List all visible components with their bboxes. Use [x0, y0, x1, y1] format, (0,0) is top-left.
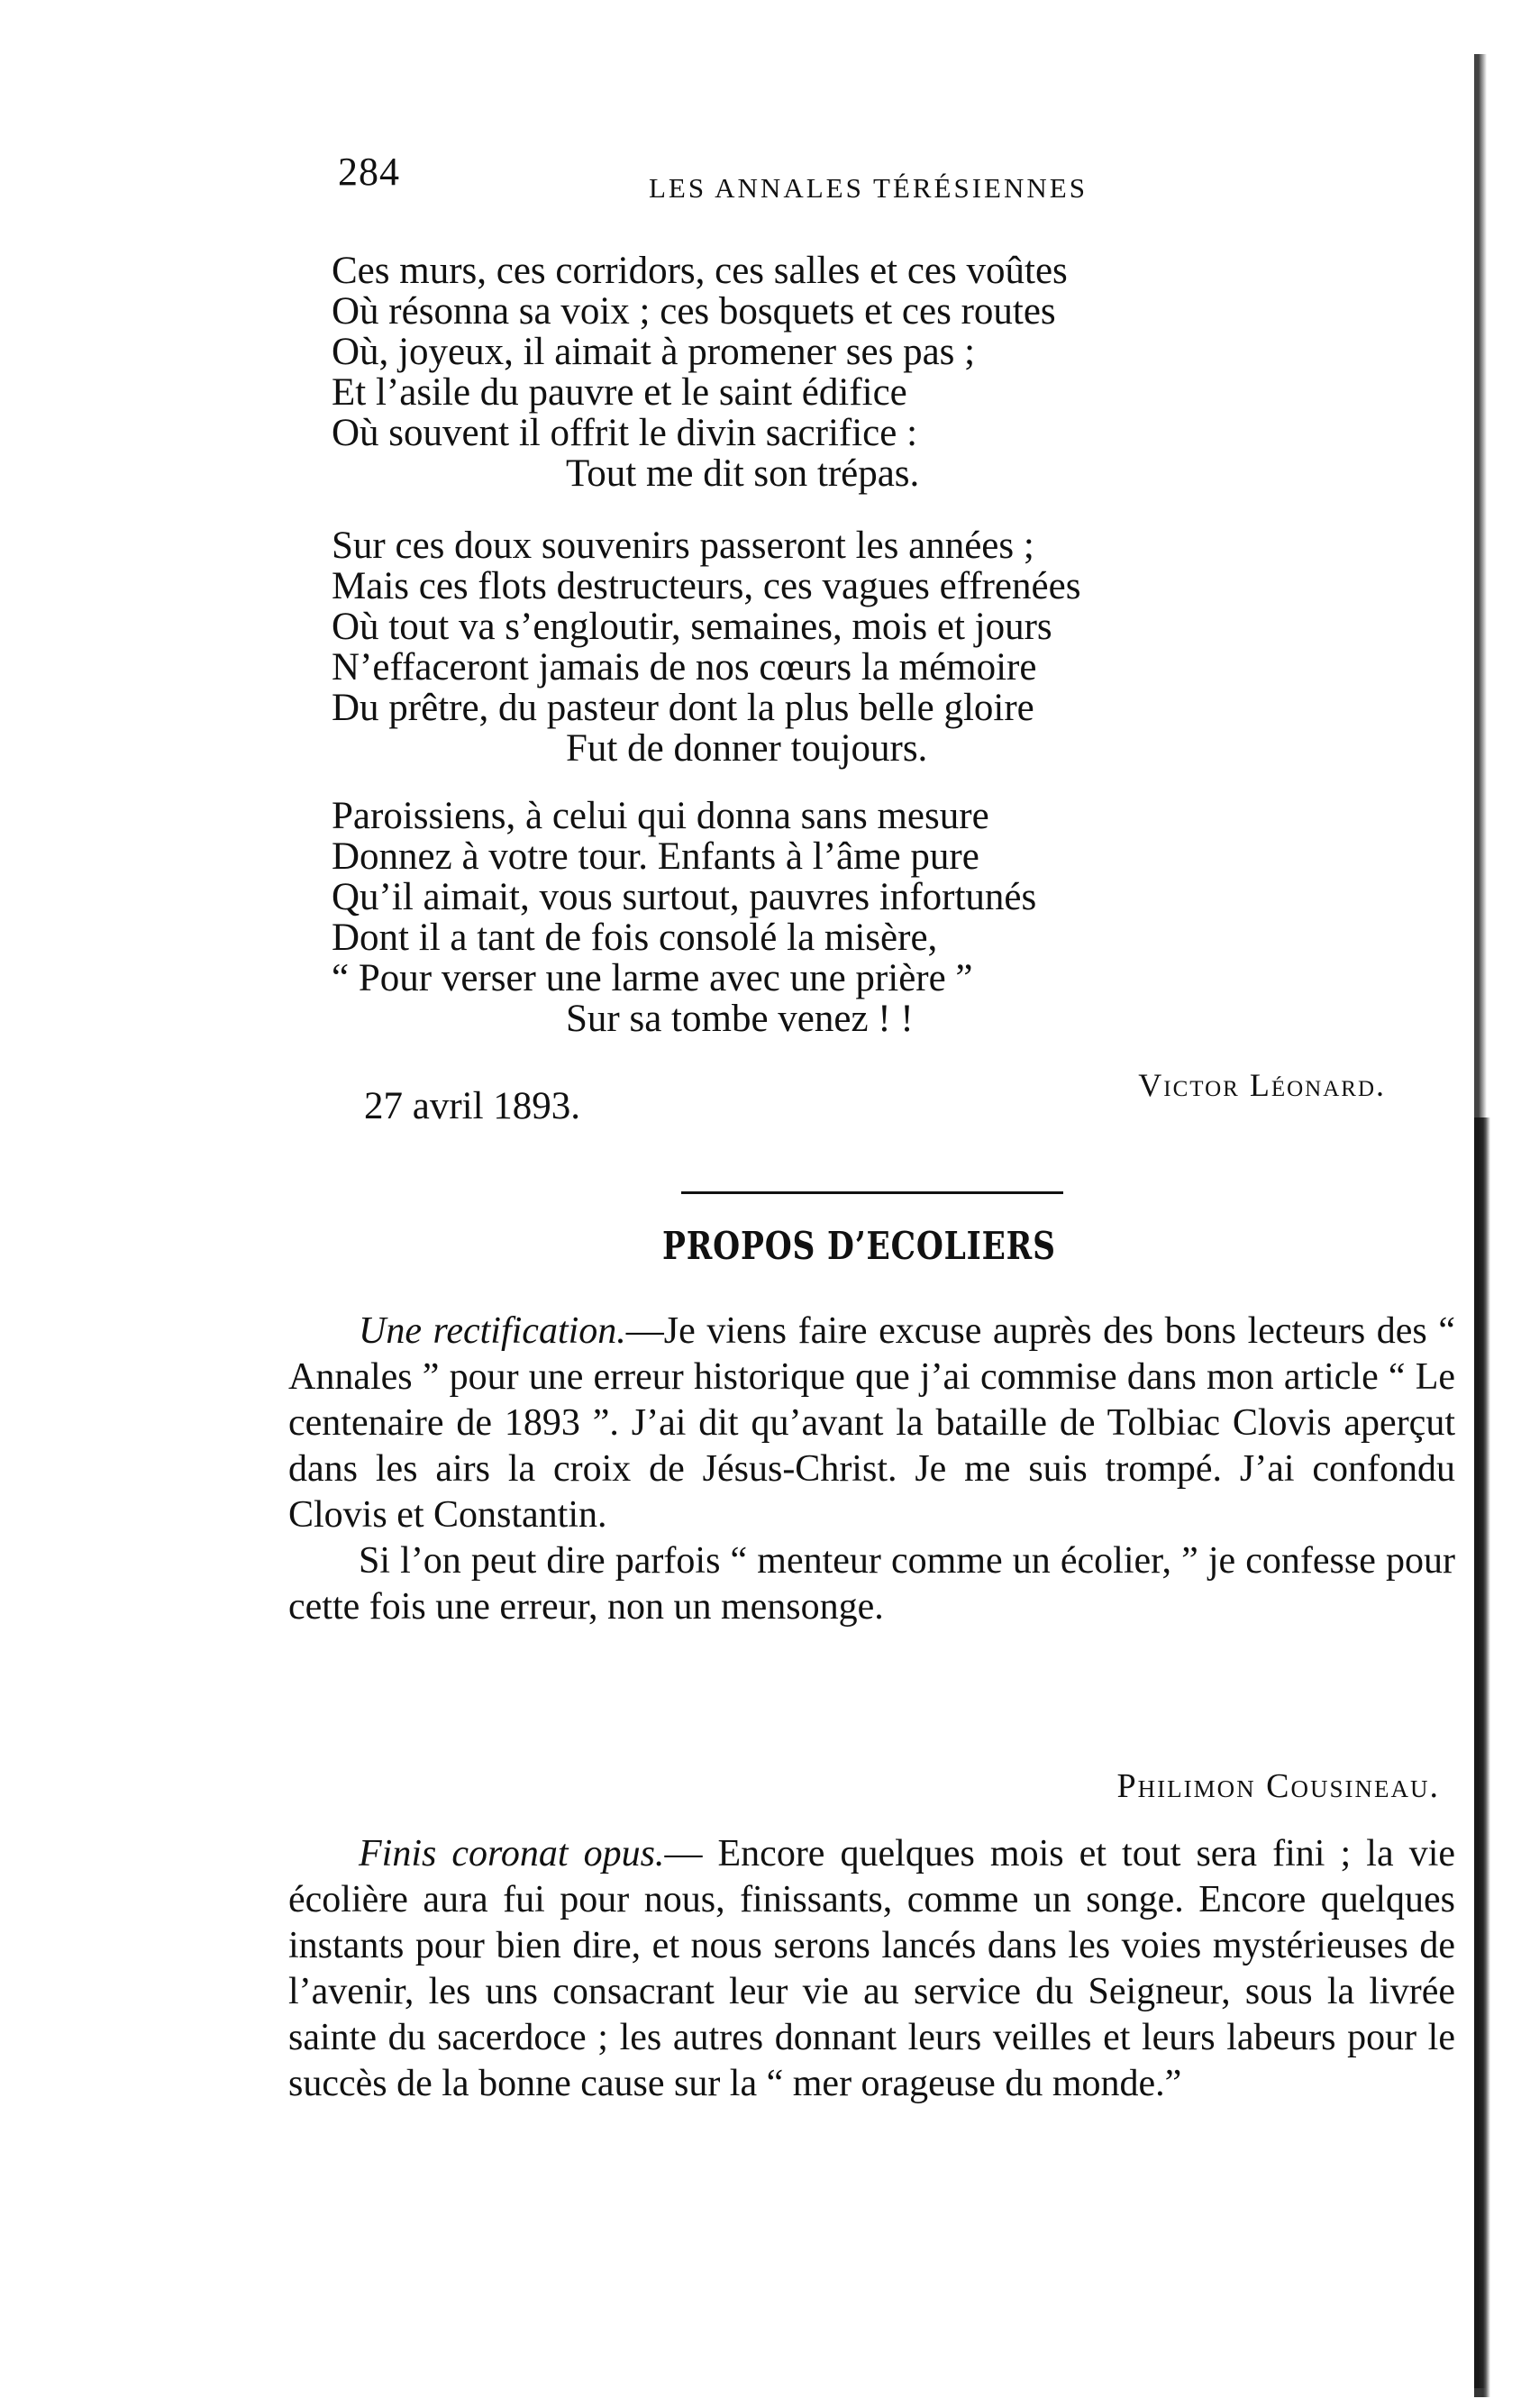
article-paragraph: Si l’on peut dire parfois “ menteur comme un écolier, ” je confesse pour cette fois une erreur, non un mensonge.	[288, 1540, 1455, 1628]
poem-line: N’effaceront jamais de nos cœurs la mémoire	[332, 646, 1037, 689]
poem-line: Où tout va s’engloutir, semaines, mois et jours	[332, 606, 1052, 648]
article-body: —Je viens faire excuse auprès des bons lecteurs des “ Annales ” pour une erreur historique que j’ai commise dans mon article “ Le centenaire de 1893 ”. J’ai dit qu’avant la bataille de Tolbiac Clovis aperçut dans les airs la croix de Jésus-Christ. Je me suis trompé. J’ai confondu Clovis et Constantin.	[288, 1310, 1455, 1536]
section-divider	[681, 1191, 1063, 1194]
page-header	[338, 149, 1239, 212]
stanza-1	[332, 251, 1305, 494]
running-head: LES ANNALES TÉRÉSIENNES	[649, 172, 1088, 204]
poem-line: Où, joyeux, il aimait à promener ses pas ;	[332, 331, 976, 373]
page-number: 284	[338, 150, 400, 194]
article-rectification	[288, 1309, 1455, 1630]
article-finis	[288, 1831, 1455, 2107]
article-author: Philimon Cousineau.	[1116, 1767, 1440, 1805]
article-lead: Finis coronat opus.	[359, 1833, 665, 1874]
article-paragraph	[288, 1309, 1455, 1538]
poem-line: Sur ces doux souvenirs passeront les années ;	[332, 524, 1034, 567]
poem	[332, 250, 1386, 1134]
article-paragraph	[288, 1831, 1455, 2107]
poem-line: Et l’asile du pauvre et le saint édifice	[332, 371, 907, 414]
poem-line: Donnez à votre tour. Enfants à l’âme pure	[332, 835, 979, 878]
poem-line: Qu’il aimait, vous surtout, pauvres infortunés	[332, 876, 1037, 918]
poem-line: Du prêtre, du pasteur dont la plus belle gloire	[332, 687, 1034, 729]
poem-date: 27 avril 1893.	[364, 1085, 581, 1127]
poem-line: “ Pour verser une larme avec une prière ”	[332, 957, 973, 999]
poem-line: Paroissiens, à celui qui donna sans mesure	[332, 795, 989, 837]
poem-refrain: Sur sa tombe venez ! !	[566, 998, 914, 1040]
poem-refrain: Tout me dit son trépas.	[566, 452, 920, 495]
article-body: — Encore quelques mois et tout sera fini ; la vie écolière aura fui pour nous, finissants, comme un songe. Encore quelques instants pour bien dire, et nous serons lancés dans les voies mystérieuses de l’avenir, les uns consacrant leur vie au service du Seigneur, sous la livrée sainte du sacerdoce ; les autres donnant leurs veilles et leurs labeurs pour le succès de la bonne cause sur la “ mer orageuse du monde.”	[288, 1833, 1455, 2104]
article-lead: Une rectification.	[359, 1310, 626, 1352]
poem-signature: Victor Léonard.	[1138, 1067, 1386, 1103]
poem-line: Dont il a tant de fois consolé la misère,	[332, 917, 938, 959]
section-title: PROPOS D’ECOLIERS	[662, 1224, 1056, 1268]
stanza-2	[332, 525, 1305, 769]
poem-line: Où résonna sa voix ; ces bosquets et ces routes	[332, 290, 1056, 333]
poem-line: Mais ces flots destructeurs, ces vagues effrenées	[332, 565, 1081, 607]
stanza-3	[332, 796, 1305, 1039]
poem-refrain: Fut de donner toujours.	[566, 727, 928, 770]
binding-edge-shadow	[1474, 1117, 1490, 2397]
poem-line: Ces murs, ces corridors, ces salles et ces voûtes	[332, 250, 1068, 292]
poem-line: Où souvent il offrit le divin sacrifice :	[332, 412, 918, 454]
